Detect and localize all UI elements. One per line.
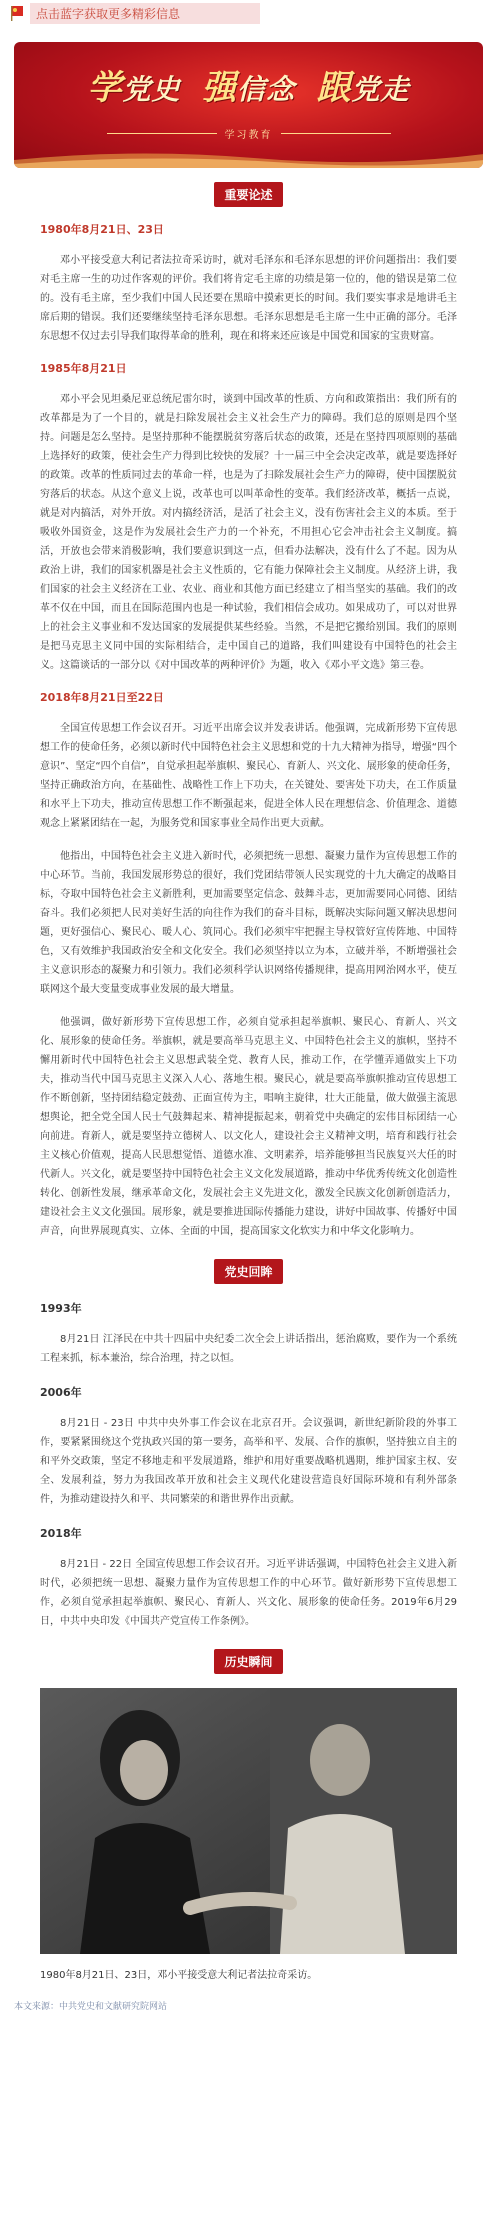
photo-caption: 1980年8月21日、23日，邓小平接受意大利记者法拉奇采访。 [40,1970,318,1981]
section-badge-important: 重要论述 [214,182,282,207]
article-paragraph: 8月21日 江泽民在中共十四届中央纪委二次全会上讲话指出，惩治腐败，要作为一个系统工程来抓，标本兼治，综合治理，持之以恒。 [40,1334,457,1364]
year-heading: 1993年 [40,1302,82,1315]
photo-illustration [40,1688,457,1954]
date-heading: 2018年8月21日至22日 [40,691,164,704]
article-paragraph: 他强调，做好新形势下宣传思想工作，必须自觉承担起举旗帜、聚民心、育新人、兴文化、展形象的使命任务。举旗帜，就是要高举马克思主义、中国特色社会主义的旗帜，坚持不懈用新时代中国特色社会主义思想武装全党、教育人民，推动工作，在学懂弄通做实上下功夫，推动当代中国马克思主义深入人心、落地生根。聚民心，就是要高举旗帜推动宣传思想工作不断创新，坚持团结稳定鼓劲、正面宣传为主，唱响主旋律，壮大正能量，做大做强主流思想舆论，把全党全国人民士气鼓舞起来、精神提振起来，朝着党中央确定的宏伟目标团结一心向前进。育新人，就是要坚持立德树人、以文化人，建设社会主义精神文明，培育和践行社会主义核心价值观，提高人民思想觉悟、道德水准、文明素养，培养能够担当民族复兴大任的时代新人。兴文化，就是要坚持中国特色社会主义文化发展道路，推动中华优秀传统文化创造性转化、创新性发展，继承革命文化，发展社会主义先进文化，激发全民族文化创新创造活力，建设社会主义文化强国。展形象，就是要推进国际传播能力建设，讲好中国故事、传播好中国声音，向世界展现真实、立体、全面的中国，提高国家文化软实力和中华文化影响力。 [40,1017,457,1237]
article-paragraph: 邓小平接受意大利记者法拉奇采访时，就对毛泽东和毛泽东思想的评价问题指出：我们要对毛主席一生的功过作客观的评价。我们将肯定毛主席的功绩是第一位的，他的错误是第二位的。没有毛主席，至少我们中国人民还要在黑暗中摸索更长的时间。我们要实事求是地讲毛主席后期的错误。我们还要继续坚持毛泽东思想。毛泽东思想是毛主席一生中正确的部分。毛泽东思想不仅过去引导我们取得革命的胜利，现在和将来还应该是中国党和国家的宝贵财富。 [40,255,457,342]
date-heading: 1985年8月21日 [40,362,127,375]
article-paragraph: 邓小平会见坦桑尼亚总统尼雷尔时，谈到中国改革的性质、方向和政策指出：我们所有的改革都是为了一个目的，就是扫除发展社会主义社会生产力的障碍。我们总的原则是四个坚持。问题是怎么坚持。是坚持那种不能摆脱贫穷落后状态的政策，还是在坚持四项原则的基础上选择好的政策，使社会生产力得到比较快的发展？十一届三中全会决定改革，就是要选择好的政策。改革的性质同过去的革命一样，也是为了扫除发展社会生产力的障碍，使中国摆脱贫穷落后的状态。从这个意义上说，改革也可以叫革命性的变革。我们经济改革，概括一点说，就是对内搞活，对外开放。对内搞经济活，是活了社会主义，没有伤害社会主义的本质。至于吸收外国资金，这是作为发展社会生产力的一个补充，不用担心它会冲击社会主义制度。搞活，开放也会带来消极影响，我们要意识到这一点，但看办法解决，没有什么了不起。因为从政治上讲，我们的国家机器是社会主义性质的，它有能力保障社会主义制度。从经济上讲，我们国家的社会主义经济在工业、农业、商业和其他方面已经建立了相当坚实的基础。我们的改革不仅在中国，而且在国际范围内也是一种试验，我们相信会成功。如果成功了，可以对世界上的社会主义事业和不发达国家的发展提供某些经验。当然，不是把它搬给别国。我们的原则是把马克思主义同中国的实际相结合，走中国自己的道路，我们叫建设有中国特色的社会主义。这篇谈话的一部分以《对中国改革的两种评价》为题，收入《邓小平文选》第三卷。 [40,394,457,671]
source-note[interactable]: 本文来源：中共党史和文献研究院网站 [14,2002,168,2012]
article-paragraph: 8月21日 - 23日 中共中央外事工作会议在北京召开。会议强调，新世纪新阶段的外事工作，要紧紧围绕这个党执政兴国的第一要务，高举和平、发展、合作的旗帜，坚持独立自主的和平外交政策，坚定不移地走和平发展道路，维护和用好重要战略机遇期，维护国家主权、安全、发展利益，努力为我国改革开放和社会主义现代化建设营造良好国际环境和有利外部条件，为推动建设持久和平、共同繁荣的和谐世界作出贡献。 [40,1418,457,1505]
year-heading: 2006年 [40,1386,82,1399]
top-tip-bar [0,0,497,26]
date-heading: 1980年8月21日、23日 [40,223,164,236]
historical-photo [40,1688,457,1954]
article-paragraph: 全国宣传思想工作会议召开。习近平出席会议并发表讲话。他强调，完成新形势下宣传思想工作的使命任务，必须以新时代中国特色社会主义思想和党的十九大精神为指导，增强“四个意识”、坚定“四个自信”，自觉承担起举旗帜、聚民心、育新人、兴文化、展形象的使命任务，坚持正确政治方向，在基础性、战略性工作上下功夫，在关键处、要害处下功夫，在工作质量和水平上下功夫，推动宣传思想工作不断强起来，促进全体人民在理想信念、价值理念、道德观念上紧紧团结在一起，为服务党和国家事业全局作出更大贡献。 [40,723,457,829]
banner-subtitle: 学习教育 [14,126,483,141]
hero-banner [14,42,483,168]
follow-tip[interactable]: 点击蓝字获取更多精彩信息 [30,3,260,24]
year-heading: 2018年 [40,1527,82,1540]
article-paragraph: 他指出，中国特色社会主义进入新时代，必须把统一思想、凝聚力量作为宣传思想工作的中心环节。当前，我国发展形势总的很好，我们党团结带领人民实现党的十九大确定的战略目标，夺取中国特色社会主义新胜利，更加需要坚定信念、鼓舞斗志，更加需要同心同德、团结奋斗。我们必须把人民对美好生活的向往作为我们的奋斗目标，既解决实际问题又解决思想问题，更好强信心、聚民心、暖人心、筑同心。我们必须牢牢把握主导权管好宣传阵地、中国特色，又有效维护我国政治安全和文化安全。我们必须坚持以立为本，立破并举，不断增强社会主义意识形态的凝聚力和引领力。我们必须科学认识网络传播规律，提高用网治网水平，使互联网这个最大变量变成事业发展的最大增量。 [40,851,457,995]
section-badge-history: 党史回眸 [214,1259,282,1284]
banner-slogan: 学党史 强信念 跟党走 [87,68,410,108]
article-paragraph: 8月21日 - 22日 全国宣传思想工作会议召开。习近平讲话强调，中国特色社会主义进入新时代，必须把统一思想、凝聚力量作为宣传思想工作的中心环节。做好新形势下宣传思想工作，必须自觉承担起举旗帜、聚民心、育新人、兴文化、展形象的使命任务。2019年6月29日，中共中央印发《中国共产党宣传工作条例》。 [40,1559,457,1627]
party-flag-icon [10,5,24,21]
banner-wave-decoration [14,146,483,168]
section-badge-moment: 历史瞬间 [214,1649,282,1674]
